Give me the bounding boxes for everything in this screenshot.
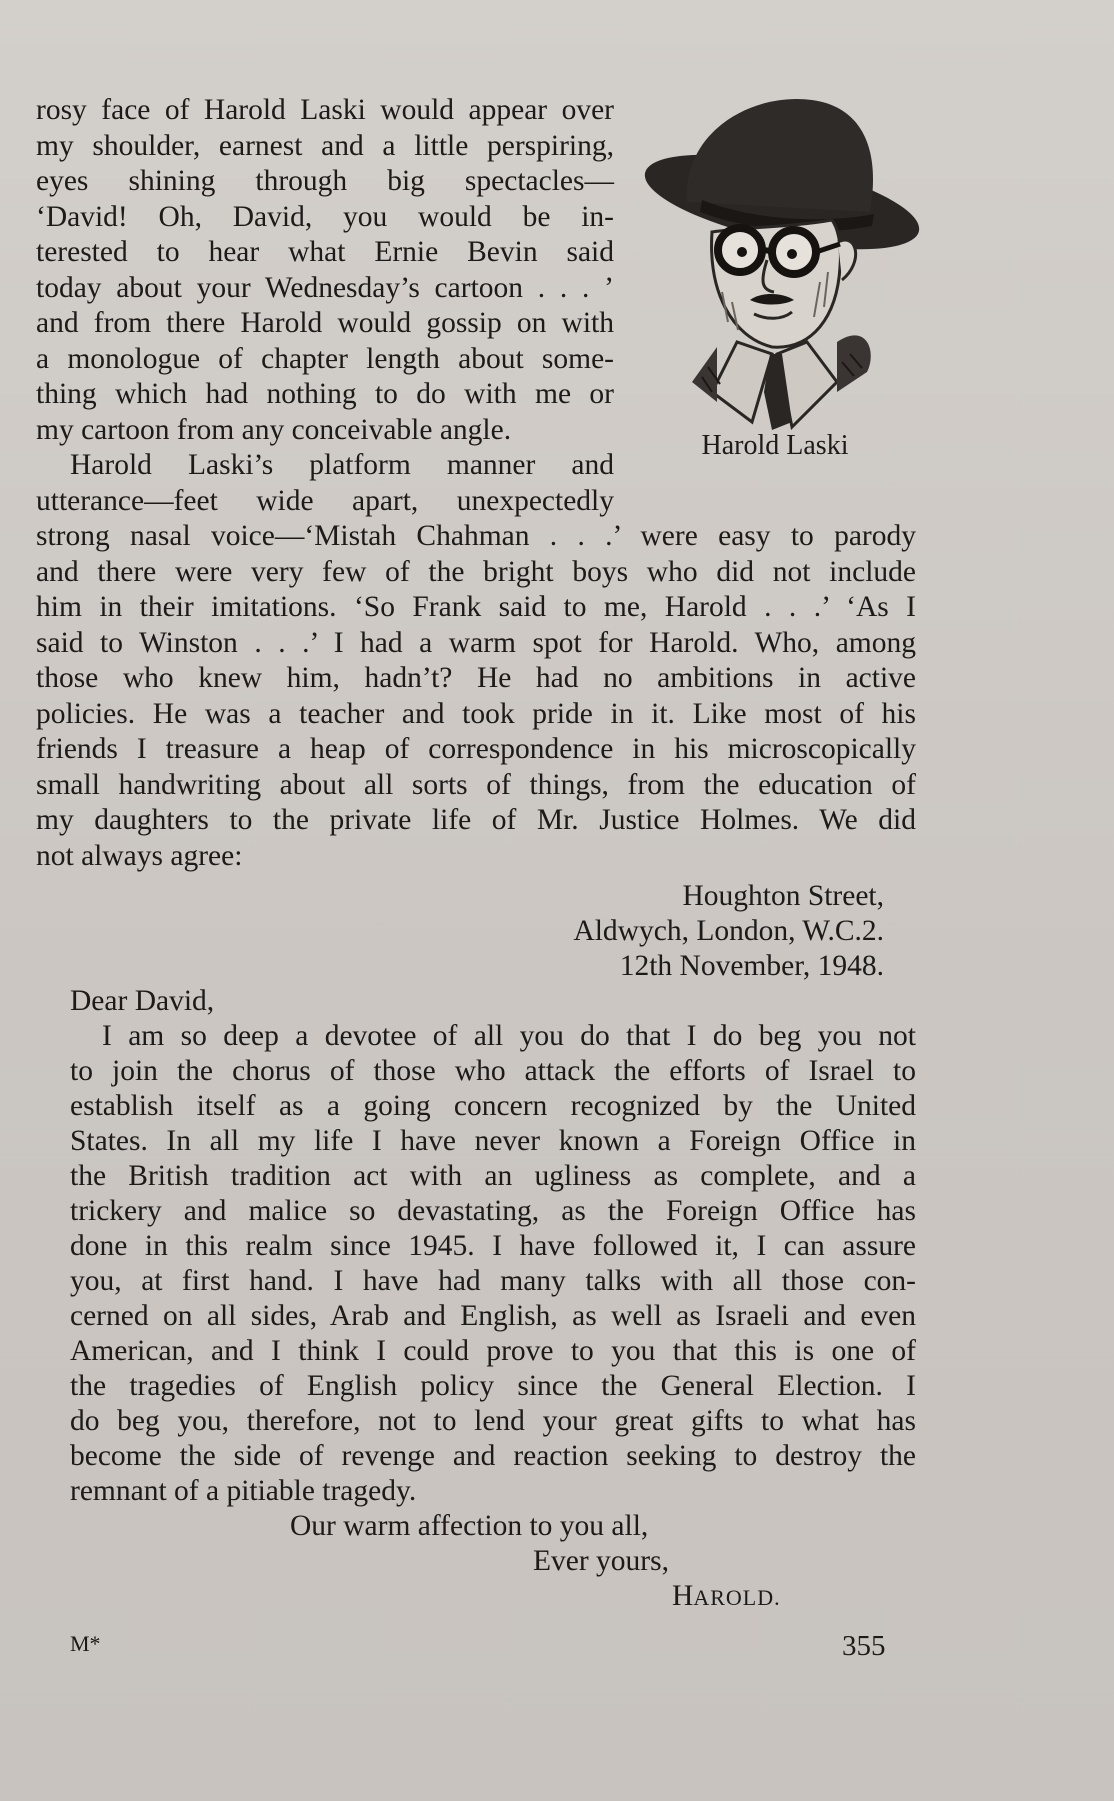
letter-line: you, at first hand. I have had many talks with all those con- bbox=[70, 1265, 916, 1297]
text-line: my daughters to the private life of Mr. Justice Holmes. We did bbox=[36, 804, 916, 836]
illustration-caption: Harold Laski bbox=[701, 430, 849, 461]
text-line: and there were very few of the bright boys who did not include bbox=[36, 556, 916, 588]
letter-line: to join the chorus of those who attack the efforts of Israel to bbox=[70, 1055, 916, 1087]
text-line: utterance—feet wide apart, unexpectedly bbox=[36, 485, 614, 517]
text-line: terested to hear what Ernie Bevin said bbox=[36, 236, 614, 268]
letter-salutation: Dear David, bbox=[70, 985, 215, 1017]
letter-address-line: Aldwych, London, W.C.2. bbox=[573, 915, 884, 947]
text-line: policies. He was a teacher and took pride in it. Like most of his bbox=[36, 698, 916, 730]
text-line: friends I treasure a heap of correspondence in his microscopically bbox=[36, 733, 916, 765]
text-line: said to Winston . . .’ I had a warm spot for Harold. Who, among bbox=[36, 627, 916, 659]
text-line: eyes shining through big spectacles— bbox=[36, 165, 614, 197]
letter-line: become the side of revenge and reaction seeking to destroy the bbox=[70, 1440, 916, 1472]
signature-mark: M* bbox=[70, 1631, 101, 1656]
letter-line: the British tradition act with an ugliness as complete, and a bbox=[70, 1160, 916, 1192]
letter-line: I am so deep a devotee of all you do that I do beg you not bbox=[102, 1020, 916, 1052]
letter-closing: Our warm affection to you all, bbox=[290, 1510, 649, 1542]
letter-line: establish itself as a going concern recognized by the United bbox=[70, 1090, 916, 1122]
text-line: rosy face of Harold Laski would appear over bbox=[36, 94, 614, 126]
caricature-portrait-icon bbox=[642, 92, 927, 432]
letter-line: the tragedies of English policy since the General Election. I bbox=[70, 1370, 916, 1402]
text-line: thing which had nothing to do with me or bbox=[36, 378, 614, 410]
letter-line: trickery and malice so devastating, as the Foreign Office has bbox=[70, 1195, 916, 1227]
text-line: him in their imitations. ‘So Frank said to me, Harold . . .’ ‘As I bbox=[36, 591, 916, 623]
letter-line: do beg you, therefore, not to lend your great gifts to what has bbox=[70, 1405, 916, 1437]
letter-address-line: Houghton Street, bbox=[682, 880, 884, 912]
letter-date: 12th November, 1948. bbox=[619, 950, 884, 982]
text-line: strong nasal voice—‘Mistah Chahman . . .’ were easy to parody bbox=[36, 520, 916, 552]
letter-line: remnant of a pitiable tragedy. bbox=[70, 1475, 417, 1507]
text-line: a monologue of chapter length about some- bbox=[36, 343, 614, 375]
page-number: 355 bbox=[842, 1630, 886, 1662]
signature-rest: AROLD. bbox=[693, 1585, 781, 1610]
text-line: those who knew him, hadn’t? He had no ambitions in active bbox=[36, 662, 916, 694]
letter-signature bbox=[672, 1578, 781, 1616]
letter-line: done in this realm since 1945. I have followed it, I can assure bbox=[70, 1230, 916, 1262]
letter-valediction: Ever yours, bbox=[533, 1545, 669, 1577]
signature-initial: H bbox=[672, 1580, 694, 1612]
text-line: today about your Wednesday’s cartoon . . . ’ bbox=[36, 272, 614, 304]
text-line: not always agree: bbox=[36, 840, 243, 872]
letter-line: American, and I think I could prove to you that this is one of bbox=[70, 1335, 916, 1367]
text-line: my cartoon from any conceivable angle. bbox=[36, 414, 512, 446]
text-line: Harold Laski’s platform manner and bbox=[70, 449, 614, 481]
text-line: and from there Harold would gossip on with bbox=[36, 307, 614, 339]
text-line: my shoulder, earnest and a little perspiring, bbox=[36, 130, 614, 162]
letter-line: cerned on all sides, Arab and English, as well as Israeli and even bbox=[70, 1300, 916, 1332]
text-line: small handwriting about all sorts of things, from the education of bbox=[36, 769, 916, 801]
text-line: ‘David! Oh, David, you would be in- bbox=[36, 201, 614, 233]
letter-line: States. In all my life I have never known a Foreign Office in bbox=[70, 1125, 916, 1157]
